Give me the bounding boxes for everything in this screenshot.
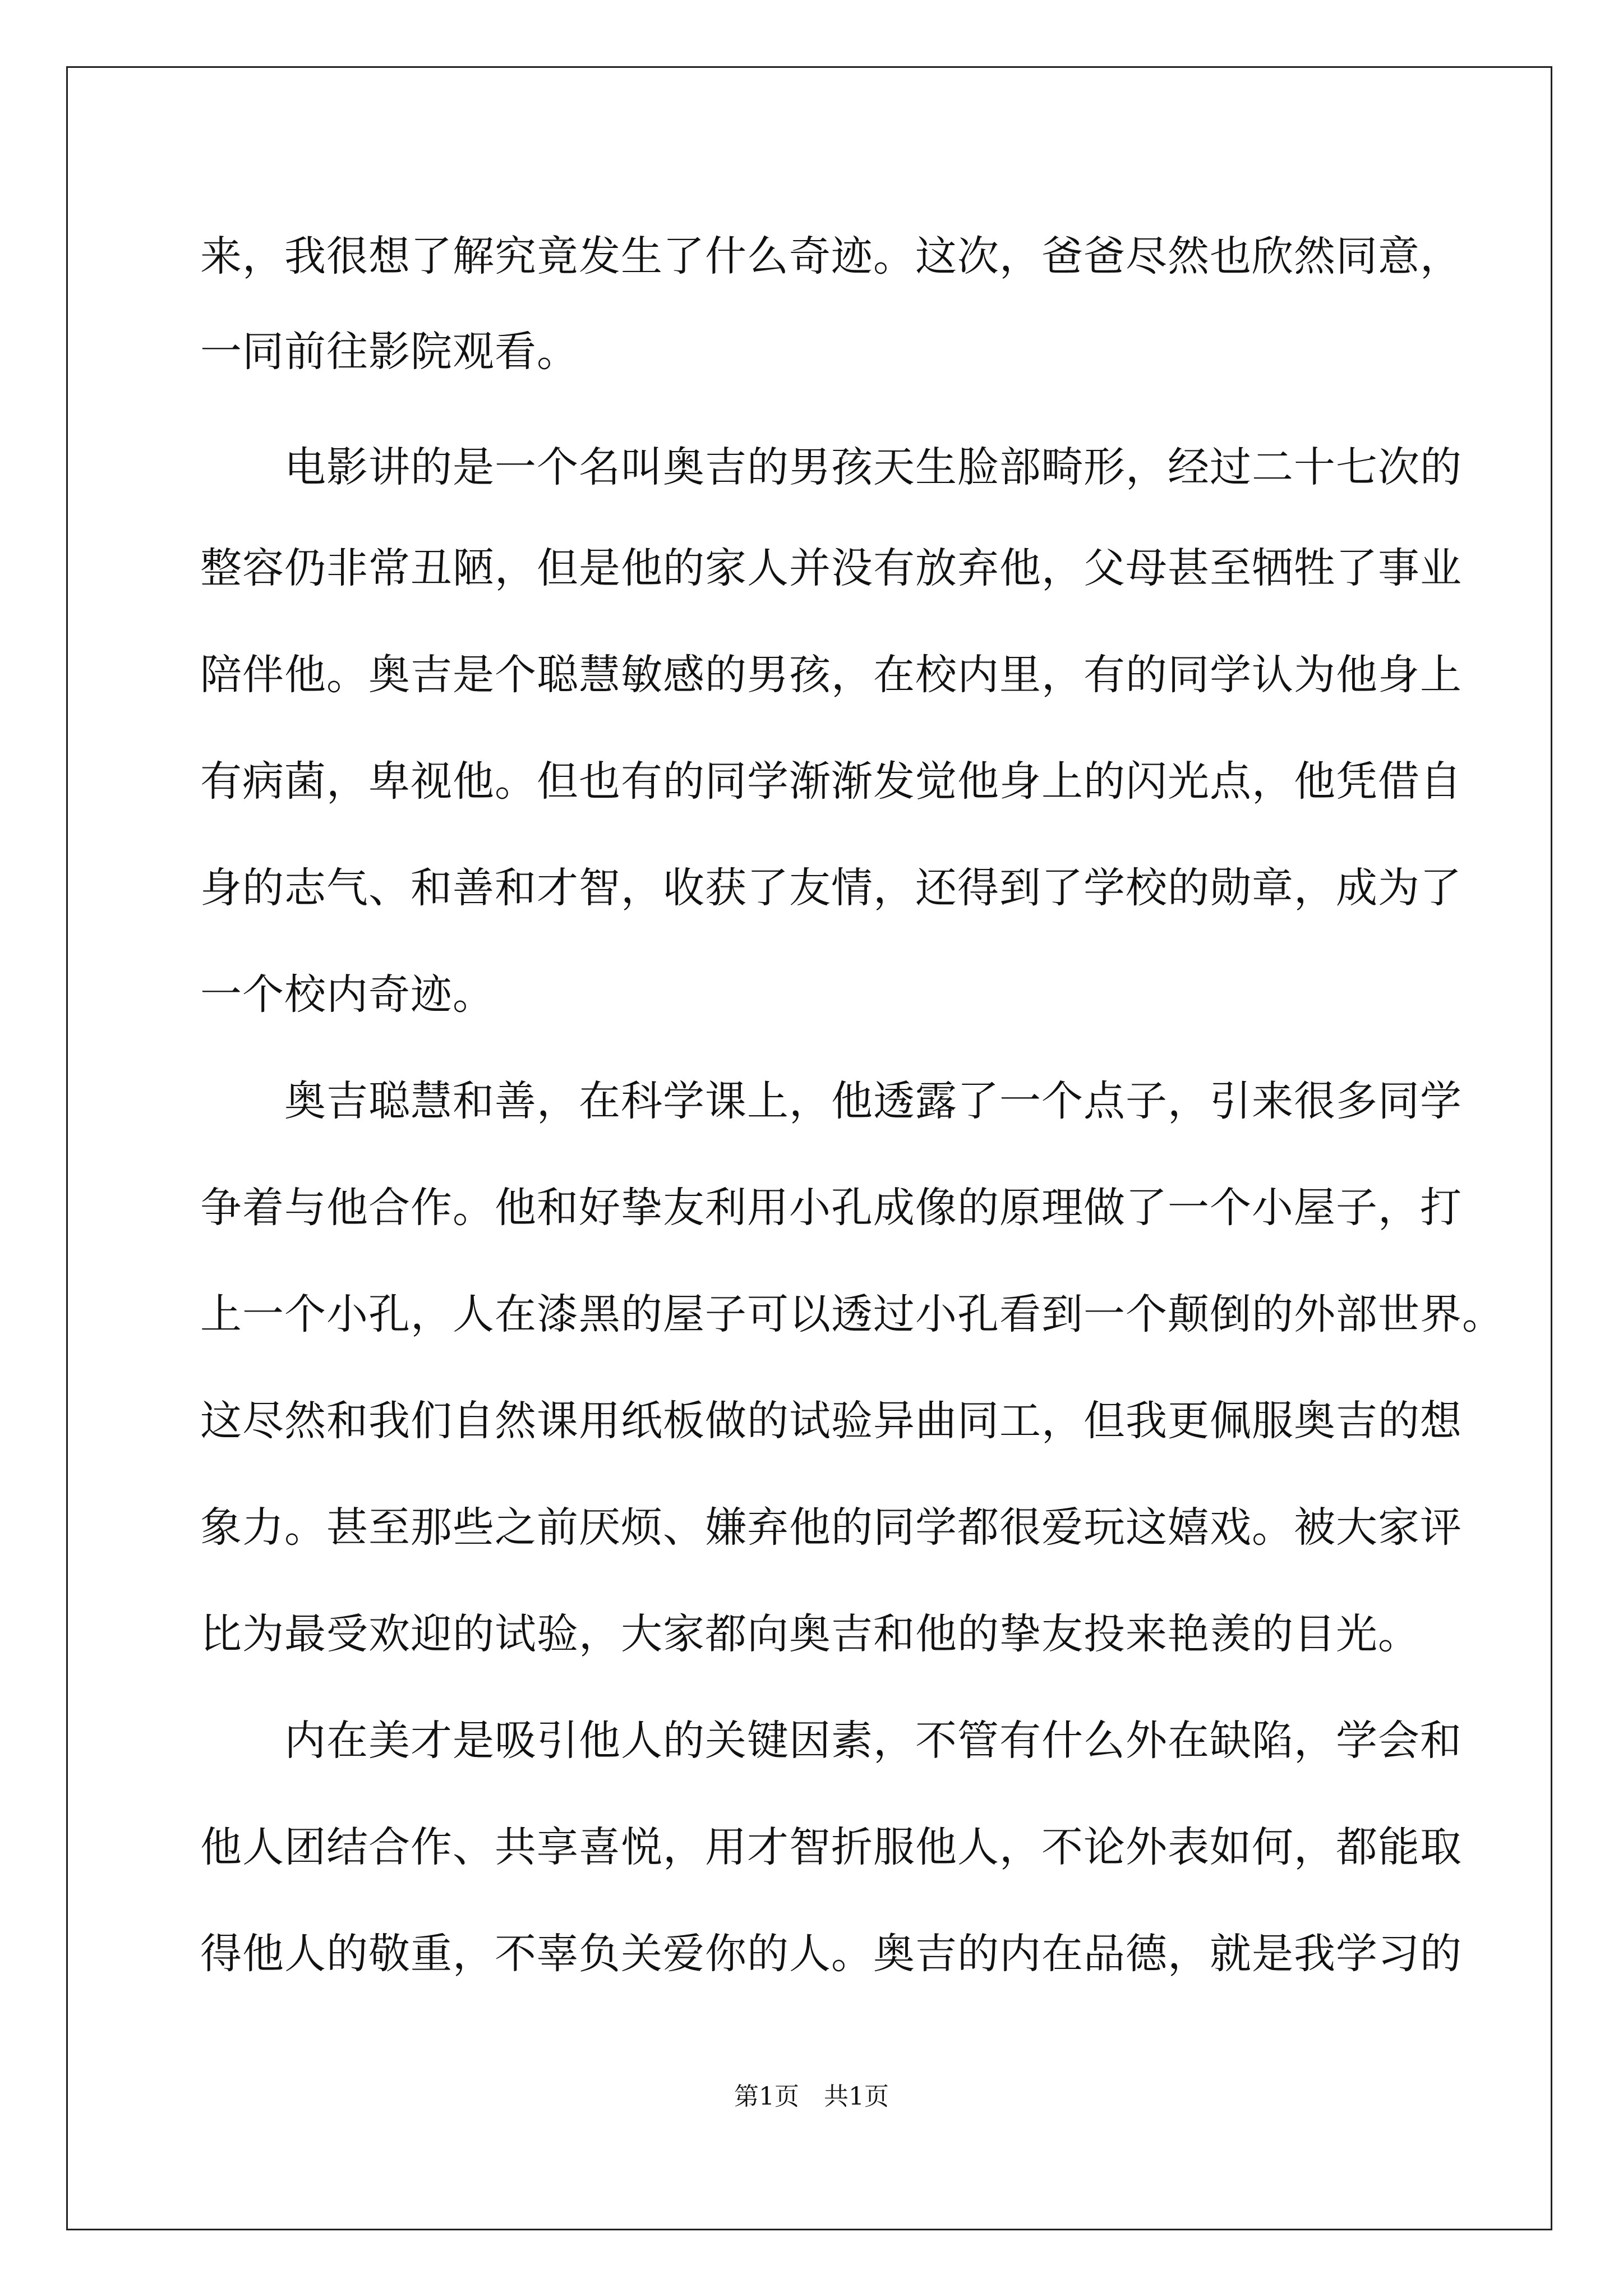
- body-text-line: 有病菌，卑视他。但也有的同学渐渐发觉他身上的闪光点，他凭借自: [200, 757, 1462, 806]
- body-text-line: 争着与他合作。他和好挚友利用小孔成像的原理做了一个小屋子，打: [200, 1184, 1462, 1232]
- body-text-line: 身的志气、和善和才智，收获了友情，还得到了学校的勋章，成为了: [200, 864, 1462, 912]
- body-text-line: 来，我很想了解究竟发生了什么奇迹。这次，爸爸尽然也欣然同意，: [200, 232, 1462, 280]
- body-text-line: 一同前往影院观看。: [200, 328, 579, 376]
- body-text-line: 这尽然和我们自然课用纸板做的试验异曲同工，但我更佩服奥吉的想: [200, 1397, 1462, 1445]
- body-text-line: 上一个小孔，人在漆黑的屋子可以透过小孔看到一个颠倒的外部世界。: [200, 1290, 1504, 1338]
- body-text-line: 象力。甚至那些之前厌烦、嫌弃他的同学都很爱玩这嬉戏。被大家评: [200, 1503, 1462, 1552]
- body-text-line: 比为最受欢迎的试验，大家都向奥吉和他的挚友投来艳羡的目光。: [200, 1610, 1420, 1658]
- body-text-line: 他人团结合作、共享喜悦，用才智折服他人，不论外表如何，都能取: [200, 1823, 1462, 1871]
- page-footer: 第1页 共1页: [734, 2082, 889, 2111]
- body-text-line: 整容仍非常丑陋，但是他的家人并没有放弃他，父母甚至牺牲了事业: [200, 544, 1462, 592]
- body-text-line: 陪伴他。奥吉是个聪慧敏感的男孩，在校内里，有的同学认为他身上: [200, 651, 1462, 699]
- body-text-line: 奥吉聪慧和善，在科学课上，他透露了一个点子，引来很多同学: [200, 1077, 1462, 1125]
- body-text-line: 一个校内奇迹。: [200, 970, 495, 1019]
- body-text-line: 得他人的敬重，不辜负关爱你的人。奥吉的内在品德，就是我学习的: [200, 1930, 1462, 1978]
- page-border: [66, 66, 1552, 2230]
- body-text-line: 内在美才是吸引他人的关键因素，不管有什么外在缺陷，学会和: [200, 1717, 1462, 1765]
- body-text-line: 电影讲的是一个名叫奥吉的男孩天生脸部畸形，经过二十七次的: [200, 443, 1462, 491]
